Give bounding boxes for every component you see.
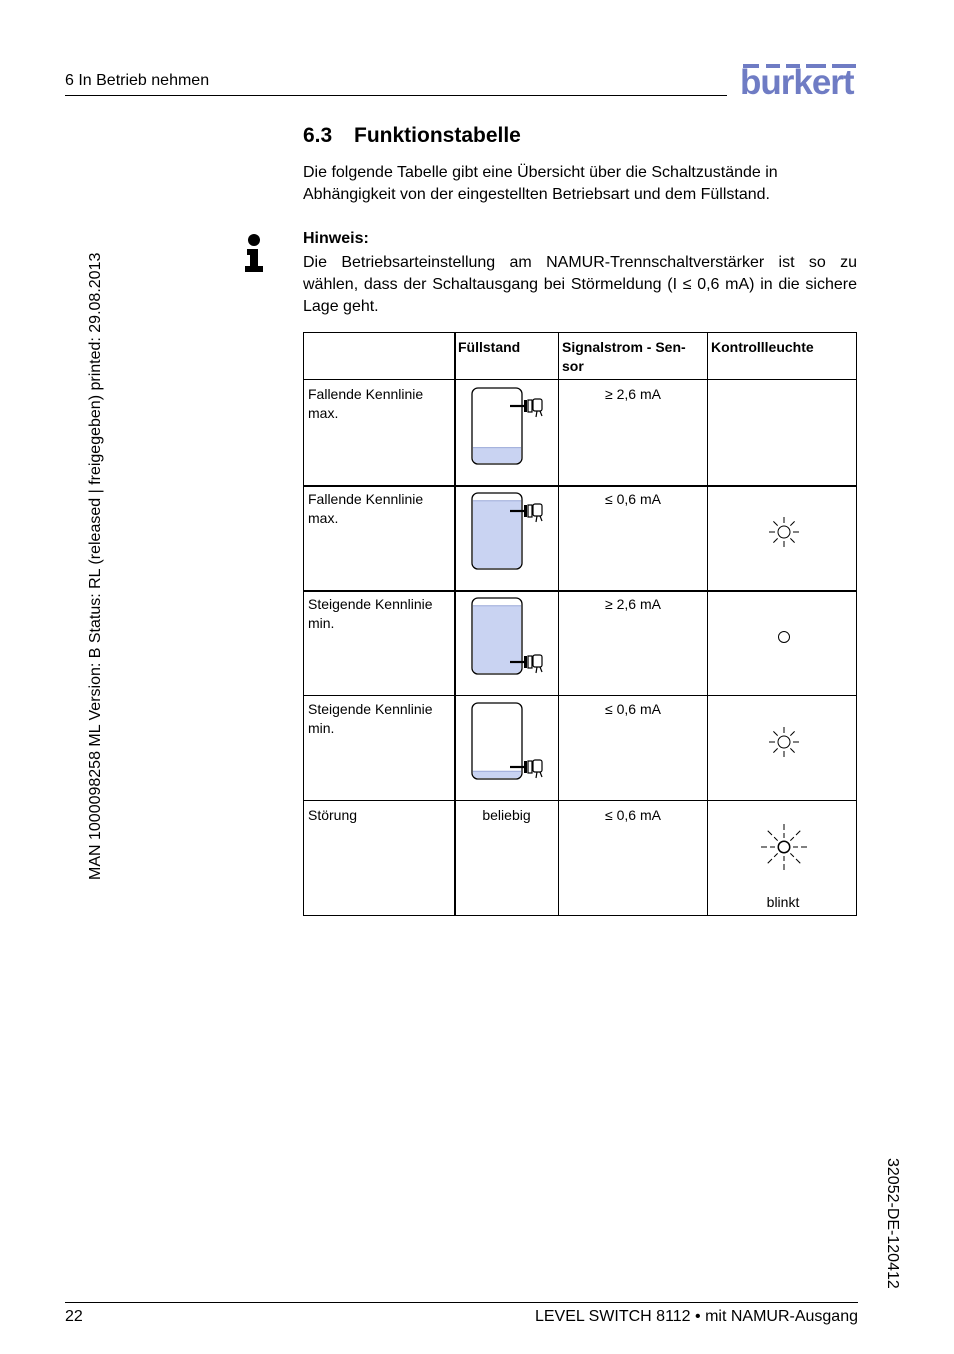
- lamp-status-label: blinkt: [766, 894, 800, 910]
- table-header-lamp: Kontrollleuchte: [711, 339, 814, 355]
- table-column-divider: [558, 333, 559, 915]
- control-lamp-icon: [708, 486, 858, 590]
- tank-level-diagram: [458, 487, 558, 587]
- table-cell-mode: Störung: [308, 807, 358, 823]
- blinking-lamp-icon: [708, 801, 858, 891]
- control-lamp-icon: [708, 591, 858, 695]
- note-title: Hinweis:: [303, 230, 369, 247]
- intro-paragraph: Die folgende Tabelle gibt eine Übersicht über die Schaltzustände in Abhängigkeit von der eingestellten Betriebsart und dem Füllstand.: [303, 164, 778, 203]
- level-sensor-icon: [510, 399, 542, 417]
- function-table: [303, 332, 857, 916]
- table-cell-mode: Fallende Kennlinie max.: [308, 386, 424, 421]
- lamp-ray: [790, 837, 794, 841]
- lamp-ray: [790, 731, 794, 735]
- lamp-circle: [778, 841, 790, 853]
- lamp-ray: [773, 538, 777, 542]
- lamp-ray: [790, 538, 794, 542]
- chapter-heading: 6 In Betrieb nehmen: [65, 72, 210, 89]
- lamp-ray: [796, 831, 800, 835]
- lamp-ray: [773, 521, 777, 525]
- liquid-fill: [473, 771, 521, 778]
- burkert-logo: [740, 64, 858, 100]
- table-cell-mode: Steigende Kennlinie min.: [308, 596, 433, 631]
- section-title: [303, 124, 521, 148]
- document-metadata-margin: MAN 1000098258 ML Version: B Status: RL (released | freigegeben) printed: 29.08.2013: [87, 252, 104, 880]
- table-cell-signal: ≥ 2,6 mA: [605, 596, 661, 612]
- page-number: 22: [65, 1308, 83, 1325]
- logo-wordmark: burkert: [740, 63, 854, 102]
- table-header-level: Füllstand: [458, 339, 521, 355]
- table-cell-mode: Fallende Kennlinie max.: [308, 491, 424, 526]
- tank-level-diagram: [458, 697, 558, 797]
- control-lamp-icon: [708, 696, 858, 800]
- lamp-circle: [778, 526, 790, 538]
- lamp-circle: [779, 632, 790, 643]
- tank-level-diagram: [458, 592, 558, 692]
- lamp-ray: [796, 859, 800, 863]
- table-cell-level: beliebig: [482, 807, 531, 823]
- section-number: 6.3: [303, 124, 333, 147]
- lamp-ray: [790, 853, 794, 857]
- tank-level-diagram: [458, 382, 558, 482]
- lamp-ray: [790, 521, 794, 525]
- table-header-signal: Signalstrom - Sen-sor: [562, 339, 686, 374]
- lamp-ray: [768, 859, 772, 863]
- lamp-ray: [790, 748, 794, 752]
- lamp-circle: [778, 736, 790, 748]
- liquid-fill: [473, 448, 521, 463]
- footer-title: LEVEL SWITCH 8112 • mit NAMUR-Ausgang: [534, 1308, 858, 1325]
- document-id: 32052-DE-120412: [884, 1158, 901, 1289]
- note-text: Die Betriebsarteinstellung am NAMUR-Trennschaltverstärker ist so zu wählen, dass der Schaltausgang bei Störmeldung (I ≤ 0,6 mA) in die sichere Lage geht.: [303, 254, 857, 315]
- header-divider: [65, 95, 727, 96]
- table-cell-signal: ≤ 0,6 mA: [605, 701, 661, 717]
- lamp-ray: [773, 731, 777, 735]
- table-cell-signal: ≥ 2,6 mA: [605, 386, 661, 402]
- table-cell-signal: ≤ 0,6 mA: [605, 807, 661, 823]
- lamp-ray: [773, 748, 777, 752]
- section-title-text: Funktionstabelle: [354, 124, 521, 147]
- table-row-divider: [304, 379, 856, 380]
- lamp-ray: [774, 837, 778, 841]
- footer-divider: [65, 1302, 858, 1303]
- table-cell-signal: ≤ 0,6 mA: [605, 491, 661, 507]
- lamp-ray: [768, 831, 772, 835]
- lamp-ray: [774, 853, 778, 857]
- info-icon: [244, 233, 264, 273]
- table-cell-mode: Steigende Kennlinie min.: [308, 701, 433, 736]
- table-column-divider: [454, 333, 456, 915]
